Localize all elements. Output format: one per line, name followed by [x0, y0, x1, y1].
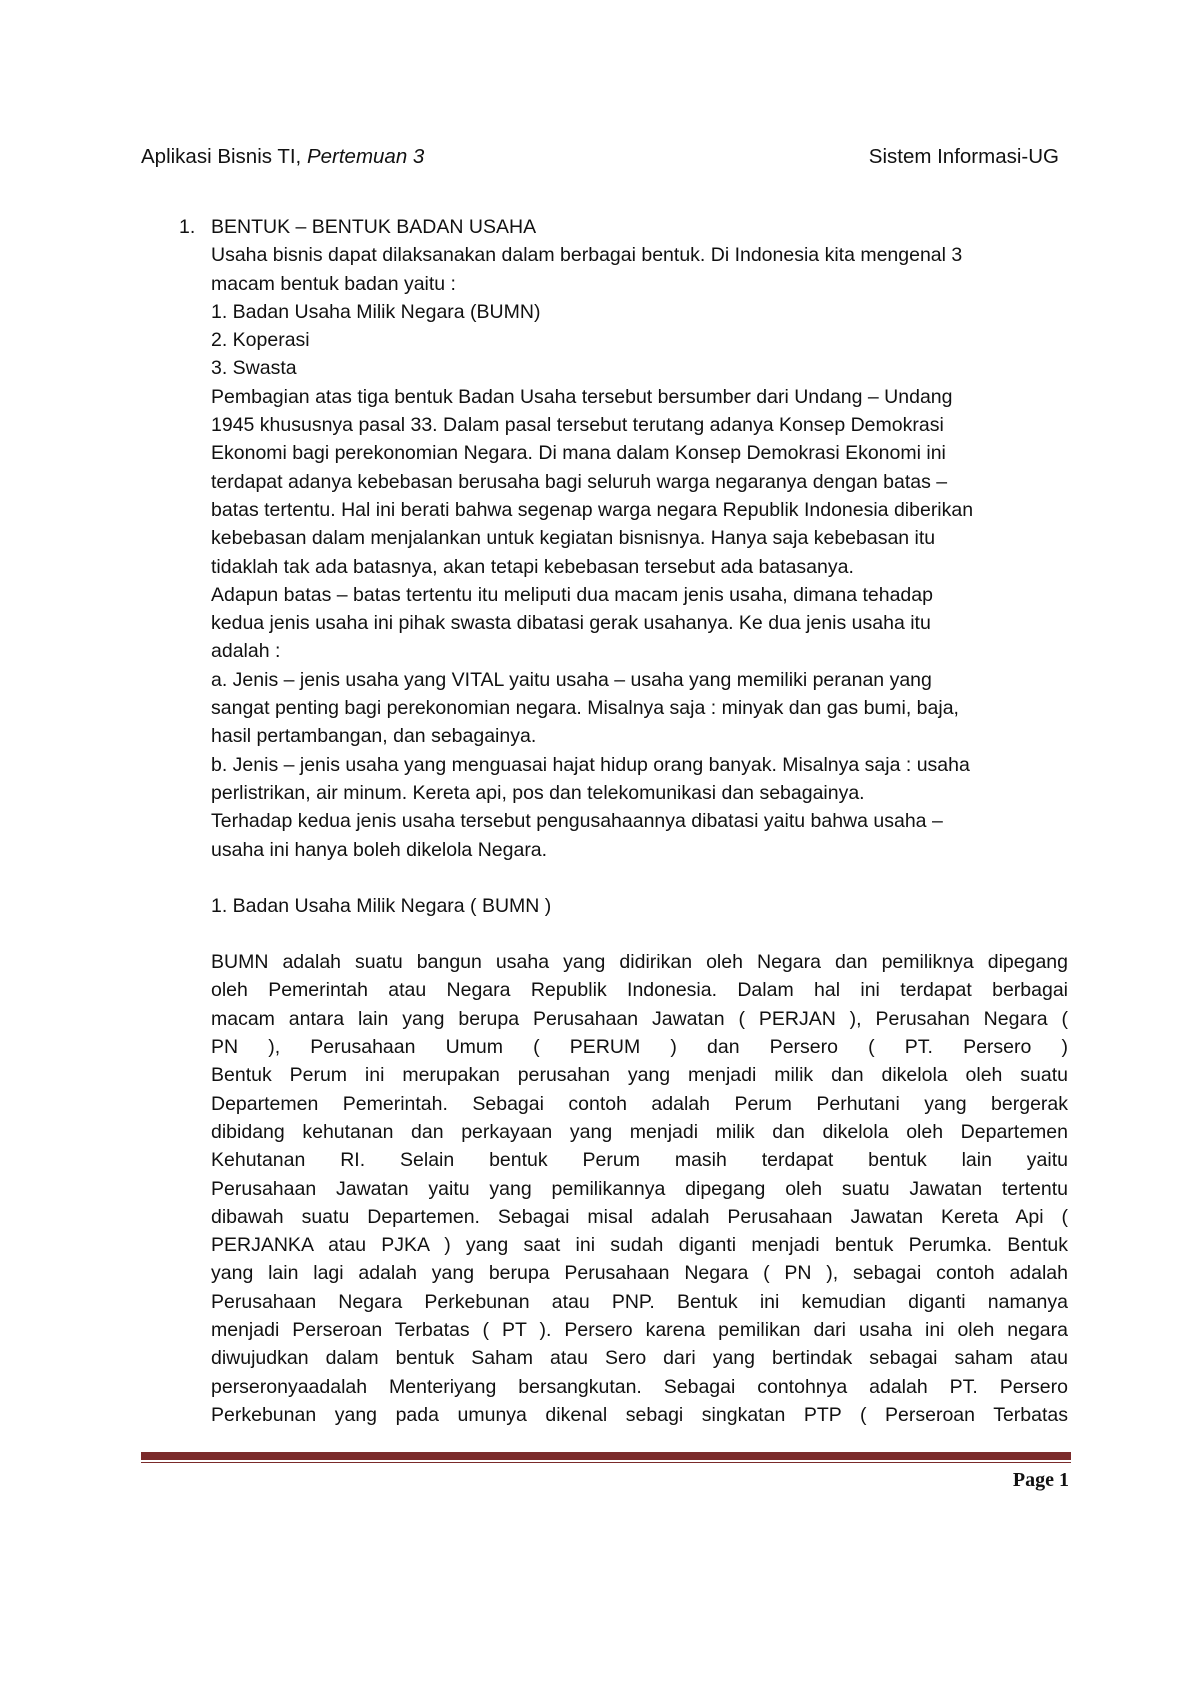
spacer: [211, 920, 1068, 948]
text-line: Perusahaan Negara Perkebunan atau PNP. Bentuk ini kemudian diganti namanya: [211, 1290, 1068, 1313]
footer-rule-thin: [141, 1462, 1071, 1463]
header-department: Sistem Informasi-UG: [868, 145, 1059, 168]
text-line: macam antara lain yang berupa Perusahaan Jawatan ( PERJAN ), Perusahan Negara (: [211, 1007, 1068, 1030]
item-b-public-business: [211, 751, 1068, 808]
document-body: [179, 213, 1068, 1429]
text-line: menjadi Perseroan Terbatas ( PT ). Persero karena pemilikan dari usaha ini oleh negara: [211, 1318, 1068, 1341]
text-line: 1945 khususnya pasal 33. Dalam pasal tersebut terutang adanya Konsep Demokrasi: [211, 414, 944, 437]
list-item: 2. Koperasi: [211, 329, 310, 352]
page-number: Page 1: [1012, 1469, 1069, 1491]
text-line: kedua jenis usaha ini pihak swasta dibatasi gerak usahanya. Ke dua jenis usaha itu: [211, 612, 931, 635]
text-line: dibawah suatu Departemen. Sebagai misal adalah Perusahaan Jawatan Kereta Api (: [211, 1205, 1068, 1228]
text-line: Kehutanan RI. Selain bentuk Perum masih terdapat bentuk lain yaitu: [211, 1149, 1068, 1172]
header-course-title: [141, 145, 424, 169]
text-line: kebebasan dalam menjalankan untuk kegiatan bisnisnya. Hanya saja kebebasan itu: [211, 527, 936, 550]
text-line: yang lain lagi adalah yang berupa Perusahaan Negara ( PN ), sebagai contoh adalah: [211, 1262, 1068, 1285]
text-line: BUMN adalah suatu bangun usaha yang didirikan oleh Negara dan pemiliknya dipegang: [211, 951, 1068, 974]
text-line: perseronyaadalah Menteriyang bersangkutan. Sebagai contohnya adalah PT. Persero: [211, 1375, 1068, 1398]
text-line: b. Jenis – jenis usaha yang menguasai hajat hidup orang banyak. Misalnya saja : usaha: [211, 753, 970, 776]
text-line: Departemen Pemerintah. Sebagai contoh adalah Perum Perhutani yang bergerak: [211, 1092, 1068, 1115]
text-line: dibidang kehutanan dan perkayaan yang menjadi milik dan dikelola oleh Departemen: [211, 1120, 1068, 1143]
business-types-list: [211, 298, 1068, 383]
subsection-title: 1. Badan Usaha Milik Negara ( BUMN ): [211, 894, 552, 917]
paragraph-legal-basis: [211, 383, 1068, 581]
text-line: Perusahaan Jawatan yaitu yang pemilikannya dipegang oleh suatu Jawatan tertentu: [211, 1177, 1068, 1200]
course-name: Aplikasi Bisnis TI,: [141, 145, 307, 168]
paragraph-limits: [211, 581, 1068, 666]
section-number: 1.: [179, 216, 196, 238]
bumn-paragraph: [211, 948, 1068, 1429]
text-line: diwujudkan dalam bentuk Saham atau Sero dari yang bertindak sebagai saham atau: [211, 1347, 1068, 1370]
session-label: Pertemuan 3: [306, 145, 425, 168]
text-line: hasil pertambangan, dan sebagainya.: [211, 725, 537, 748]
text-line: tidaklah tak ada batasnya, akan tetapi kebebasan tersebut ada batasanya.: [211, 555, 854, 578]
section-heading: [179, 213, 1068, 241]
text-line: Ekonomi bagi perekonomian Negara. Di mana dalam Konsep Demokrasi Ekonomi ini: [211, 442, 946, 465]
text-line: a. Jenis – jenis usaha yang VITAL yaitu usaha – usaha yang memiliki peranan yang: [211, 668, 932, 691]
text-line: Perkebunan yang pada umunya dikenal sebagi singkatan PTP ( Perseroan Terbatas: [211, 1403, 1068, 1426]
text-line: sangat penting bagi perekonomian negara. Misalnya saja : minyak dan gas bumi, baja,: [211, 697, 959, 720]
text-line: Pembagian atas tiga bentuk Badan Usaha tersebut bersumber dari Undang – Undang: [211, 385, 953, 408]
spacer: [211, 864, 1068, 892]
paragraph-state-managed: [211, 807, 1068, 864]
intro-paragraph: [211, 241, 1068, 298]
text-line: Terhadap kedua jenis usaha tersebut pengusahaannya dibatasi yaitu bahwa usaha –: [211, 810, 943, 833]
text-line: perlistrikan, air minum. Kereta api, pos dan telekomunikasi dan sebagainya.: [211, 781, 865, 804]
section-title: BENTUK – BENTUK BADAN USAHA: [211, 216, 537, 238]
text-line: oleh Pemerintah atau Negara Republik Indonesia. Dalam hal ini terdapat berbagai: [211, 979, 1068, 1002]
page-header: [141, 145, 1059, 175]
list-item: 3. Swasta: [211, 357, 297, 380]
text-line: macam bentuk badan yaitu :: [211, 272, 456, 295]
text-line: Bentuk Perum ini merupakan perusahan yang menjadi milik dan dikelola oleh suatu: [211, 1064, 1068, 1087]
text-line: terdapat adanya kebebasan berusaha bagi seluruh warga negaranya dengan batas –: [211, 470, 948, 493]
text-line: Usaha bisnis dapat dilaksanakan dalam berbagai bentuk. Di Indonesia kita mengenal 3: [211, 244, 963, 267]
footer-rule-thick: [141, 1452, 1071, 1460]
item-a-vital-business: [211, 666, 1068, 751]
text-line: batas tertentu. Hal ini berati bahwa segenap warga negara Republik Indonesia diberikan: [211, 498, 974, 521]
text-line: PN ), Perusahaan Umum ( PERUM ) dan Persero ( PT. Persero ): [211, 1036, 1068, 1059]
text-line: Adapun batas – batas tertentu itu meliputi dua macam jenis usaha, dimana tehadap: [211, 583, 933, 606]
list-item: 1. Badan Usaha Milik Negara (BUMN): [211, 300, 541, 323]
text-line: usaha ini hanya boleh dikelola Negara.: [211, 838, 548, 861]
text-line: adalah :: [211, 640, 281, 663]
text-line: PERJANKA atau PJKA ) yang saat ini sudah diganti menjadi bentuk Perumka. Bentuk: [211, 1234, 1068, 1257]
